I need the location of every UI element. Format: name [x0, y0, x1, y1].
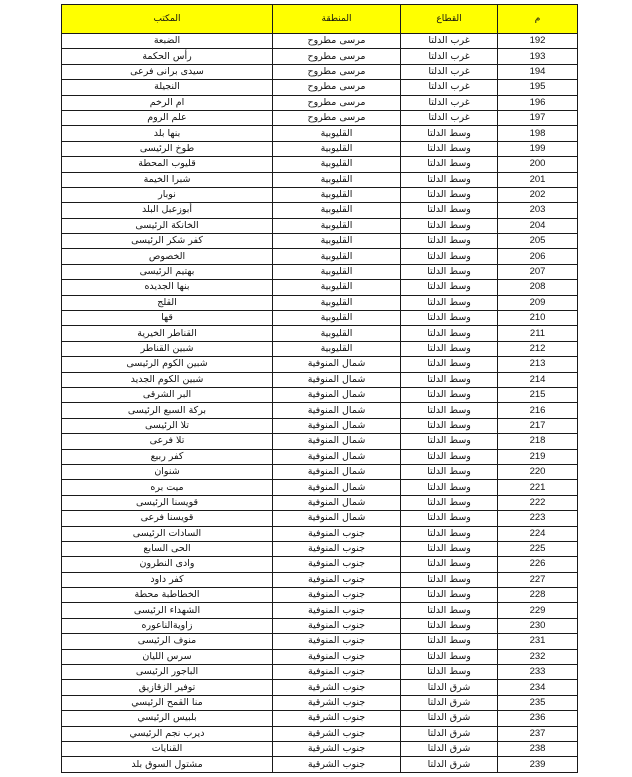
cell-office: كفر داود: [62, 572, 273, 587]
header-region: المنطقة: [273, 5, 401, 34]
cell-sector: وسط الدلتا: [401, 172, 498, 187]
cell-sector: وسط الدلتا: [401, 665, 498, 680]
cell-sector: وسط الدلتا: [401, 157, 498, 172]
cell-sector: وسط الدلتا: [401, 234, 498, 249]
cell-sector: غرب الدلتا: [401, 80, 498, 95]
cell-office: قليوب المحطة: [62, 157, 273, 172]
cell-sector: وسط الدلتا: [401, 218, 498, 233]
table-row: [62, 480, 578, 495]
cell-num: 199: [498, 141, 578, 156]
cell-office: منا القمح الرئيسي: [62, 695, 273, 710]
cell-region: شمال المنوفية: [273, 511, 401, 526]
cell-region: القليوبية: [273, 234, 401, 249]
cell-office: ميت بره: [62, 480, 273, 495]
cell-num: 224: [498, 526, 578, 541]
table-row: [62, 418, 578, 433]
cell-sector: وسط الدلتا: [401, 326, 498, 341]
cell-sector: غرب الدلتا: [401, 110, 498, 125]
cell-office: سرس الليان: [62, 649, 273, 664]
cell-region: جنوب الشرقية: [273, 695, 401, 710]
cell-office: القنايات: [62, 741, 273, 756]
cell-sector: غرب الدلتا: [401, 64, 498, 79]
cell-num: 238: [498, 741, 578, 756]
cell-office: شبرا الخيمة: [62, 172, 273, 187]
table-row: [62, 541, 578, 556]
cell-office: بهتيم الرئيسى: [62, 264, 273, 279]
cell-sector: وسط الدلتا: [401, 495, 498, 510]
cell-sector: وسط الدلتا: [401, 603, 498, 618]
cell-sector: شرق الدلتا: [401, 741, 498, 756]
table-row: [62, 464, 578, 479]
table-row: [62, 110, 578, 125]
cell-num: 214: [498, 372, 578, 387]
cell-office: قها: [62, 311, 273, 326]
cell-region: القليوبية: [273, 341, 401, 356]
cell-office: شبين الكوم الجديد: [62, 372, 273, 387]
cell-region: شمال المنوفية: [273, 357, 401, 372]
cell-num: 205: [498, 234, 578, 249]
table-row: [62, 80, 578, 95]
cell-num: 236: [498, 711, 578, 726]
cell-num: 220: [498, 464, 578, 479]
table-row: [62, 264, 578, 279]
cell-office: بركة السبع الرئيسى: [62, 403, 273, 418]
table-row: [62, 634, 578, 649]
cell-num: 197: [498, 110, 578, 125]
cell-sector: شرق الدلتا: [401, 726, 498, 741]
cell-office: توفير الزقازيق: [62, 680, 273, 695]
cell-office: الضبعة: [62, 34, 273, 49]
cell-num: 209: [498, 295, 578, 310]
table-row: [62, 495, 578, 510]
cell-sector: وسط الدلتا: [401, 203, 498, 218]
cell-region: مرسى مطروح: [273, 80, 401, 95]
cell-num: 211: [498, 326, 578, 341]
cell-num: 235: [498, 695, 578, 710]
cell-num: 208: [498, 280, 578, 295]
table-row: [62, 741, 578, 756]
cell-region: جنوب الشرقية: [273, 680, 401, 695]
cell-num: 201: [498, 172, 578, 187]
table-row: [62, 557, 578, 572]
cell-sector: وسط الدلتا: [401, 511, 498, 526]
cell-region: شمال المنوفية: [273, 387, 401, 402]
cell-region: شمال المنوفية: [273, 449, 401, 464]
cell-sector: وسط الدلتا: [401, 311, 498, 326]
cell-sector: وسط الدلتا: [401, 449, 498, 464]
cell-sector: شرق الدلتا: [401, 711, 498, 726]
cell-num: 225: [498, 541, 578, 556]
cell-region: جنوب المنوفية: [273, 649, 401, 664]
cell-office: مشتول السوق بلد: [62, 757, 273, 772]
cell-num: 192: [498, 34, 578, 49]
cell-num: 222: [498, 495, 578, 510]
cell-region: مرسى مطروح: [273, 34, 401, 49]
cell-num: 230: [498, 618, 578, 633]
cell-office: الخانكة الرئيسى: [62, 218, 273, 233]
table-row: [62, 665, 578, 680]
cell-region: القليوبية: [273, 141, 401, 156]
cell-sector: وسط الدلتا: [401, 418, 498, 433]
cell-region: جنوب المنوفية: [273, 588, 401, 603]
cell-office: كفر شكر الرئيسى: [62, 234, 273, 249]
cell-region: جنوب المنوفية: [273, 541, 401, 556]
table-row: [62, 618, 578, 633]
table-row: [62, 34, 578, 49]
cell-office: الحى السابع: [62, 541, 273, 556]
cell-num: 204: [498, 218, 578, 233]
cell-office: الشهداء الرئيسى: [62, 603, 273, 618]
cell-num: 237: [498, 726, 578, 741]
table-row: [62, 449, 578, 464]
cell-office: ام الرخم: [62, 95, 273, 110]
cell-office: رأس الحكمة: [62, 49, 273, 64]
cell-region: جنوب المنوفية: [273, 557, 401, 572]
cell-num: 207: [498, 264, 578, 279]
cell-region: جنوب المنوفية: [273, 665, 401, 680]
cell-region: جنوب المنوفية: [273, 603, 401, 618]
cell-num: 223: [498, 511, 578, 526]
table-row: [62, 526, 578, 541]
cell-region: شمال المنوفية: [273, 403, 401, 418]
cell-sector: شرق الدلتا: [401, 680, 498, 695]
cell-region: جنوب الشرقية: [273, 741, 401, 756]
cell-office: زاويةالناعوره: [62, 618, 273, 633]
cell-office: ديرب نجم الرئيسي: [62, 726, 273, 741]
offices-table: [61, 4, 578, 773]
cell-office: الباجور الرئيسى: [62, 665, 273, 680]
cell-region: شمال المنوفية: [273, 418, 401, 433]
table-row: [62, 357, 578, 372]
cell-region: جنوب المنوفية: [273, 572, 401, 587]
cell-region: جنوب المنوفية: [273, 618, 401, 633]
cell-region: جنوب الشرقية: [273, 726, 401, 741]
cell-office: شبين القناطر: [62, 341, 273, 356]
table-row: [62, 757, 578, 772]
cell-sector: شرق الدلتا: [401, 695, 498, 710]
cell-sector: وسط الدلتا: [401, 572, 498, 587]
cell-sector: غرب الدلتا: [401, 49, 498, 64]
cell-sector: غرب الدلتا: [401, 34, 498, 49]
cell-num: 221: [498, 480, 578, 495]
cell-sector: وسط الدلتا: [401, 372, 498, 387]
cell-region: القليوبية: [273, 203, 401, 218]
cell-office: قويسنا فرعى: [62, 511, 273, 526]
cell-office: البر الشرقى: [62, 387, 273, 402]
cell-num: 198: [498, 126, 578, 141]
cell-region: مرسى مطروح: [273, 64, 401, 79]
table-row: [62, 141, 578, 156]
table-body: [62, 34, 578, 773]
cell-office: الخطاطبة محطة: [62, 588, 273, 603]
cell-office: السادات الرئيسى: [62, 526, 273, 541]
table-row: [62, 387, 578, 402]
cell-office: منوف الرئيسى: [62, 634, 273, 649]
cell-region: القليوبية: [273, 126, 401, 141]
cell-office: سيدى برانى فرعى: [62, 64, 273, 79]
cell-num: 196: [498, 95, 578, 110]
cell-sector: وسط الدلتا: [401, 141, 498, 156]
cell-sector: وسط الدلتا: [401, 295, 498, 310]
table-row: [62, 588, 578, 603]
table-row: [62, 341, 578, 356]
table-row: [62, 649, 578, 664]
table-row: [62, 280, 578, 295]
cell-sector: غرب الدلتا: [401, 95, 498, 110]
cell-num: 227: [498, 572, 578, 587]
table-row: [62, 234, 578, 249]
cell-num: 215: [498, 387, 578, 402]
table-row: [62, 249, 578, 264]
cell-sector: وسط الدلتا: [401, 249, 498, 264]
cell-office: كفر ربيع: [62, 449, 273, 464]
cell-office: شنوان: [62, 464, 273, 479]
table-row: [62, 187, 578, 202]
cell-sector: وسط الدلتا: [401, 649, 498, 664]
cell-sector: وسط الدلتا: [401, 557, 498, 572]
table-row: [62, 511, 578, 526]
header-sector: القطاع: [401, 5, 498, 34]
table-row: [62, 372, 578, 387]
cell-region: شمال المنوفية: [273, 434, 401, 449]
cell-num: 213: [498, 357, 578, 372]
cell-sector: وسط الدلتا: [401, 464, 498, 479]
cell-office: وادى النطرون: [62, 557, 273, 572]
cell-office: القلج: [62, 295, 273, 310]
cell-region: القليوبية: [273, 311, 401, 326]
cell-num: 202: [498, 187, 578, 202]
cell-region: جنوب المنوفية: [273, 634, 401, 649]
cell-region: القليوبية: [273, 218, 401, 233]
cell-office: طوخ الرئيسى: [62, 141, 273, 156]
cell-office: القناطر الخيرية: [62, 326, 273, 341]
cell-office: الخصوص: [62, 249, 273, 264]
cell-sector: وسط الدلتا: [401, 126, 498, 141]
table-row: [62, 695, 578, 710]
cell-num: 194: [498, 64, 578, 79]
cell-num: 239: [498, 757, 578, 772]
cell-sector: وسط الدلتا: [401, 541, 498, 556]
cell-num: 216: [498, 403, 578, 418]
cell-office: قويسنا الرئيسى: [62, 495, 273, 510]
cell-region: شمال المنوفية: [273, 372, 401, 387]
cell-sector: وسط الدلتا: [401, 280, 498, 295]
table-row: [62, 95, 578, 110]
cell-num: 231: [498, 634, 578, 649]
cell-office: النجيلة: [62, 80, 273, 95]
cell-num: 206: [498, 249, 578, 264]
cell-region: شمال المنوفية: [273, 495, 401, 510]
table-row: [62, 680, 578, 695]
cell-office: علم الروم: [62, 110, 273, 125]
cell-office: نوبار: [62, 187, 273, 202]
cell-num: 228: [498, 588, 578, 603]
header-row: [62, 5, 578, 34]
cell-num: 212: [498, 341, 578, 356]
cell-num: 195: [498, 80, 578, 95]
cell-region: جنوب الشرقية: [273, 711, 401, 726]
table-row: [62, 434, 578, 449]
cell-sector: وسط الدلتا: [401, 403, 498, 418]
table-row: [62, 126, 578, 141]
cell-office: أبوزعبل البلد: [62, 203, 273, 218]
cell-sector: وسط الدلتا: [401, 264, 498, 279]
header-office: المكتب: [62, 5, 273, 34]
header-num: م: [498, 5, 578, 34]
cell-sector: وسط الدلتا: [401, 588, 498, 603]
cell-sector: شرق الدلتا: [401, 757, 498, 772]
cell-region: شمال المنوفية: [273, 464, 401, 479]
cell-num: 233: [498, 665, 578, 680]
cell-num: 219: [498, 449, 578, 464]
cell-region: القليوبية: [273, 295, 401, 310]
table-row: [62, 172, 578, 187]
cell-sector: وسط الدلتا: [401, 480, 498, 495]
cell-num: 200: [498, 157, 578, 172]
cell-office: بنها الجديده: [62, 280, 273, 295]
cell-office: تلا الرئيسى: [62, 418, 273, 433]
table-row: [62, 218, 578, 233]
cell-region: القليوبية: [273, 280, 401, 295]
cell-office: تلا فرعى: [62, 434, 273, 449]
cell-region: القليوبية: [273, 172, 401, 187]
cell-num: 210: [498, 311, 578, 326]
table-row: [62, 157, 578, 172]
cell-sector: وسط الدلتا: [401, 434, 498, 449]
cell-num: 232: [498, 649, 578, 664]
table-row: [62, 203, 578, 218]
cell-num: 234: [498, 680, 578, 695]
cell-office: شبين الكوم الرئيسى: [62, 357, 273, 372]
cell-num: 226: [498, 557, 578, 572]
cell-sector: وسط الدلتا: [401, 634, 498, 649]
table-row: [62, 326, 578, 341]
cell-region: مرسى مطروح: [273, 49, 401, 64]
cell-sector: وسط الدلتا: [401, 341, 498, 356]
table-row: [62, 726, 578, 741]
cell-num: 217: [498, 418, 578, 433]
cell-region: جنوب الشرقية: [273, 757, 401, 772]
table-row: [62, 572, 578, 587]
table-row: [62, 295, 578, 310]
cell-sector: وسط الدلتا: [401, 618, 498, 633]
cell-region: القليوبية: [273, 249, 401, 264]
table-row: [62, 403, 578, 418]
table-row: [62, 603, 578, 618]
cell-office: بنها بلد: [62, 126, 273, 141]
cell-num: 203: [498, 203, 578, 218]
table-row: [62, 49, 578, 64]
cell-sector: وسط الدلتا: [401, 187, 498, 202]
cell-region: مرسى مطروح: [273, 110, 401, 125]
cell-num: 218: [498, 434, 578, 449]
cell-region: جنوب المنوفية: [273, 526, 401, 541]
cell-num: 193: [498, 49, 578, 64]
cell-region: شمال المنوفية: [273, 480, 401, 495]
cell-region: القليوبية: [273, 326, 401, 341]
cell-office: بلبيس الرئيسي: [62, 711, 273, 726]
table-row: [62, 311, 578, 326]
cell-num: 229: [498, 603, 578, 618]
cell-region: القليوبية: [273, 187, 401, 202]
cell-region: مرسى مطروح: [273, 95, 401, 110]
cell-sector: وسط الدلتا: [401, 387, 498, 402]
cell-region: القليوبية: [273, 157, 401, 172]
cell-sector: وسط الدلتا: [401, 357, 498, 372]
table-row: [62, 64, 578, 79]
table-row: [62, 711, 578, 726]
cell-sector: وسط الدلتا: [401, 526, 498, 541]
cell-region: القليوبية: [273, 264, 401, 279]
